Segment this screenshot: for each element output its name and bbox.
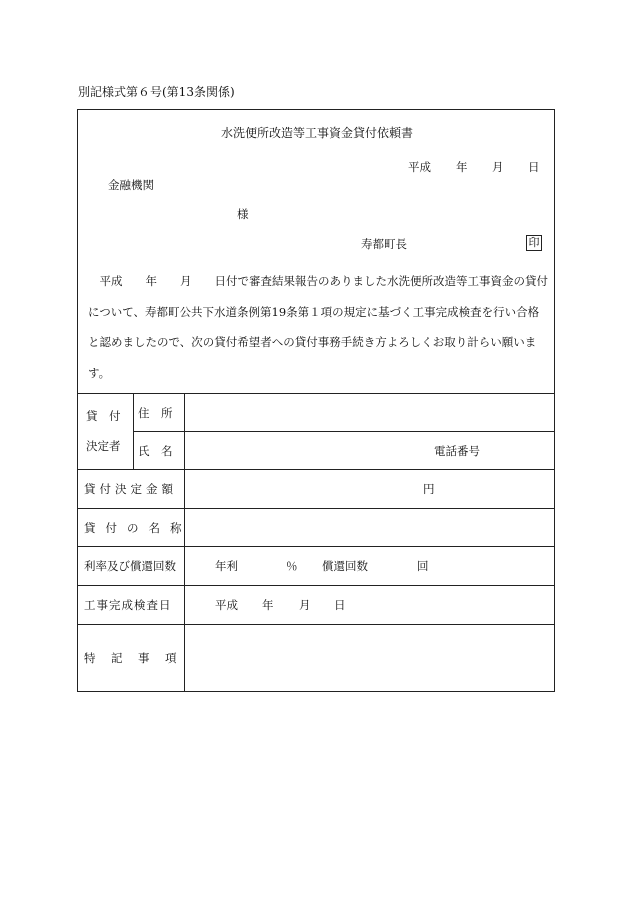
application-form (77, 109, 555, 692)
inspection-date-month: 月 (299, 598, 311, 612)
rate-label: 利率及び償還回数 (84, 559, 176, 573)
seal-icon: 印 (526, 235, 542, 251)
row-divider-1 (78, 393, 554, 394)
amount-label: 貸付決定金額 (84, 482, 177, 496)
borrower-label-1: 貸 付 (86, 409, 121, 423)
header-date-month: 月 (492, 160, 504, 174)
row-divider-4 (78, 508, 554, 509)
inspection-date-era: 平成 (215, 598, 238, 612)
bank-label: 金融機関 (108, 178, 154, 192)
request-body-text: 平成 年 月 日付で審査結果報告のありました水洗便所改造等工事資金の貸付について、寿都町公共下水道条例第19条第１項の規定に基づく工事完成検査を行い合格と認めましたので、次の貸付希望者への貸付事務手続き方よろしくお取り計らい願います。 (88, 274, 548, 380)
row-divider-7 (78, 624, 554, 625)
phone-label: 電話番号 (434, 444, 480, 458)
header-date-day: 日 (528, 160, 540, 174)
rate-prefix: 年利 (215, 559, 238, 573)
header-date-year: 年 (456, 160, 468, 174)
loan-name-label: 貸付の名称 (84, 521, 192, 535)
repay-label: 償還回数 (322, 559, 368, 573)
form-title: 水洗便所改造等工事資金貸付依頼書 (220, 126, 413, 140)
seal-mark (526, 235, 542, 251)
inspection-date-year: 年 (262, 598, 274, 612)
row-divider-3 (78, 469, 554, 470)
notes-label: 特 記 事 項 (84, 651, 179, 665)
inspection-label: 工事完成検査日 (84, 598, 172, 612)
amount-unit: 円 (423, 482, 435, 496)
row-divider-6 (78, 585, 554, 586)
inspection-date (215, 597, 355, 611)
honorific-sama: 様 (237, 207, 249, 221)
col-divider-label (184, 393, 185, 691)
address-label: 住 所 (138, 406, 173, 420)
rate-unit: ％ (286, 559, 298, 573)
header-date (408, 159, 548, 173)
issuer-name: 寿都町長 (361, 237, 407, 251)
form-reference: 別記様式第６号(第13条関係) (78, 85, 235, 99)
repay-unit: 回 (417, 559, 429, 573)
name-label: 氏 名 (138, 444, 173, 458)
row-divider-5 (78, 546, 554, 547)
inspection-date-day: 日 (334, 598, 346, 612)
col-divider-inner (133, 393, 134, 469)
borrower-label-2: 決定者 (86, 439, 121, 453)
row-divider-2 (133, 431, 554, 432)
header-date-era: 平成 (408, 160, 431, 174)
